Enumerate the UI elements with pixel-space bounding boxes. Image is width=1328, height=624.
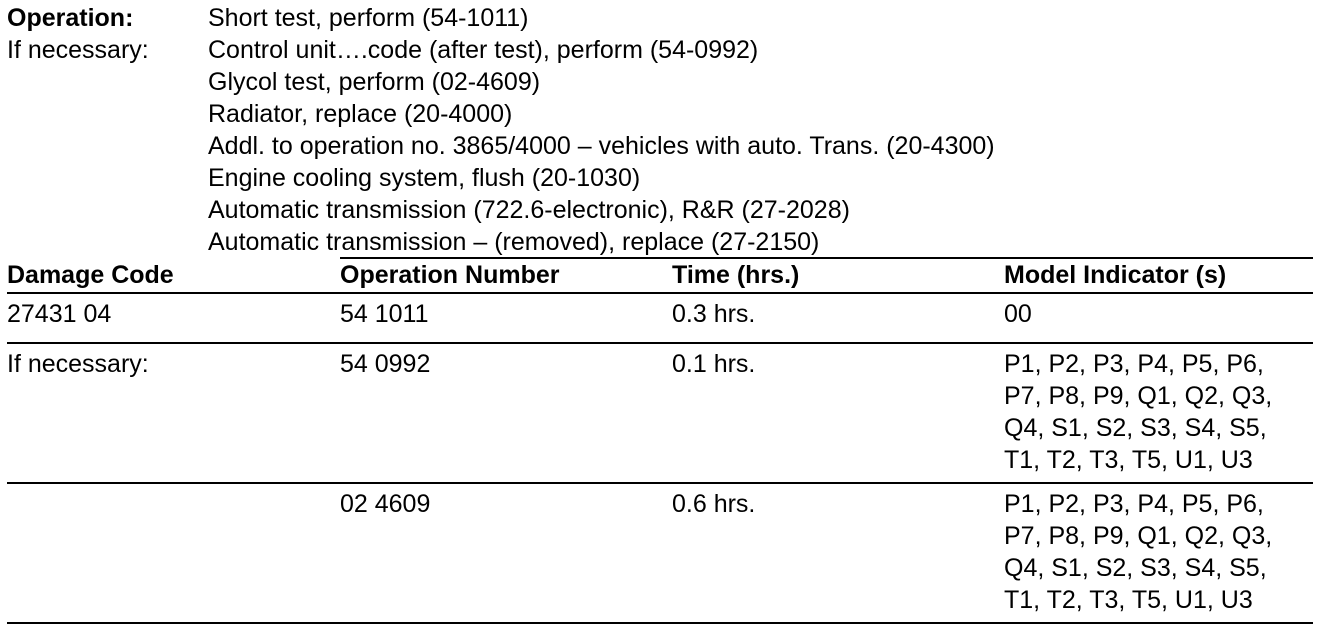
if-necessary-item: Glycol test, perform (02-4609) [208, 68, 541, 96]
time-cell: 0.1 hrs. [672, 350, 756, 378]
if-necessary-item: Addl. to operation no. 3865/4000 – vehicles with auto. Trans. (20-4300) [208, 132, 995, 160]
table-row [7, 343, 1313, 483]
if-necessary-item: Automatic transmission (722.6-electronic), R&R (27-2028) [208, 196, 850, 224]
damage-code-table [7, 257, 1313, 624]
if-necessary-row [7, 98, 1307, 130]
if-necessary-item: Control unit….code (after test), perform (54-0992) [208, 36, 759, 64]
model-indicator-cell [1004, 343, 1313, 483]
damage-code-cell: 27431 04 [7, 300, 112, 328]
if-necessary-label: If necessary: [7, 36, 149, 64]
operations-section [7, 2, 1307, 258]
if-necessary-row [7, 162, 1307, 194]
operation-number-cell: 54 1011 [340, 300, 429, 328]
if-necessary-row [7, 194, 1307, 226]
model-indicator-line: Q4, S1, S2, S3, S4, S5, [1004, 414, 1267, 442]
damage-code-header: Damage Code [7, 261, 174, 289]
model-indicator-line: P7, P8, P9, Q1, Q2, Q3, [1004, 522, 1273, 550]
model-indicator-line: P7, P8, P9, Q1, Q2, Q3, [1004, 382, 1273, 410]
if-necessary-row [7, 66, 1307, 98]
if-necessary-item: Radiator, replace (20-4000) [208, 100, 513, 128]
model-indicator-line: P1, P2, P3, P4, P5, P6, [1004, 350, 1264, 378]
model-indicator-line: P1, P2, P3, P4, P5, P6, [1004, 490, 1264, 518]
if-necessary-row [7, 34, 1307, 66]
operation-label: Operation: [7, 4, 134, 32]
model-indicator-cell [1004, 483, 1313, 623]
model-indicator-line: Q4, S1, S2, S3, S4, S5, [1004, 554, 1267, 582]
if-necessary-item: Engine cooling system, flush (20-1030) [208, 164, 641, 192]
damage-code-cell [7, 483, 340, 623]
operation-primary: Short test, perform (54-1011) [208, 4, 529, 32]
model-indicator-header: Model Indicator (s) [1004, 258, 1313, 293]
if-necessary-row [7, 226, 1307, 258]
operation-number-cell: 02 4609 [340, 490, 431, 518]
time-cell: 0.3 hrs. [672, 300, 756, 328]
model-indicator-line: T1, T2, T3, T5, U1, U3 [1004, 586, 1253, 614]
if-necessary-item: Automatic transmission – (removed), replace (27-2150) [208, 228, 820, 256]
operation-number-header: Operation Number [340, 258, 672, 293]
model-indicator-line: 00 [1004, 300, 1032, 328]
table-row [7, 293, 1313, 343]
time-header: Time (hrs.) [672, 258, 1004, 293]
operation-number-cell: 54 0992 [340, 350, 431, 378]
operation-row [7, 2, 1307, 34]
table-row [7, 483, 1313, 623]
model-indicator-cell [1004, 293, 1313, 343]
model-indicator-line: T1, T2, T3, T5, U1, U3 [1004, 446, 1253, 474]
if-necessary-row [7, 130, 1307, 162]
table-header-row [7, 258, 1313, 293]
time-cell: 0.6 hrs. [672, 490, 756, 518]
damage-code-cell: If necessary: [7, 350, 149, 378]
